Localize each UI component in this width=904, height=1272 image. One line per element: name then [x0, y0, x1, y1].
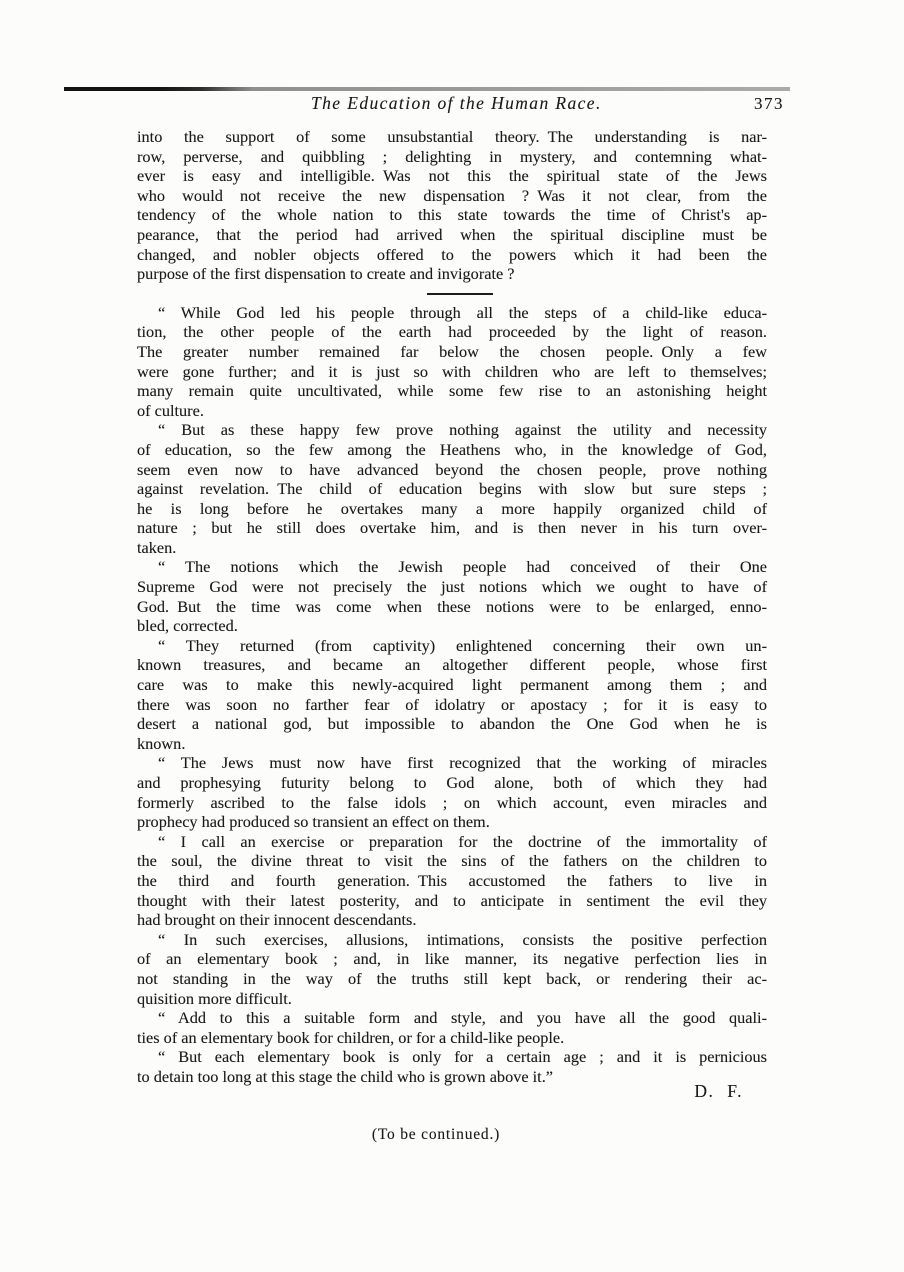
text-line: known treasures, and became an altogether different people, whose first — [137, 655, 767, 675]
text-line: care was to make this newly-acquired light permanent among them ; and — [137, 675, 767, 695]
text-line: of an elementary book ; and, in like manner, its negative perfection lies in — [137, 949, 767, 969]
paragraph — [137, 303, 767, 421]
paragraph — [137, 557, 767, 635]
text-line: desert a national god, but impossible to abandon the One God when he is — [137, 714, 767, 734]
text-line: the soul, the divine threat to visit the sins of the fathers on the children to — [137, 851, 767, 871]
text-line: prophecy had produced so transient an effect on them. — [137, 812, 490, 832]
continuation-note: (To be continued.) — [371, 1126, 501, 1143]
text-line: The greater number remained far below the chosen people. Only a few — [137, 341, 767, 361]
text-line: many remain quite uncultivated, while some few rise to an astonishing height — [137, 381, 767, 401]
body-text — [137, 127, 767, 1087]
text-line: “ I call an exercise or preparation for the doctrine of the immortality of — [158, 831, 767, 851]
text-line: formerly ascribed to the false idols ; on which account, even miracles and — [137, 792, 767, 812]
paragraph — [137, 930, 767, 1008]
text-line: tendency of the whole nation to this state towards the time of Christ's ap- — [137, 205, 767, 225]
paragraph — [137, 127, 767, 284]
text-line: quisition more difficult. — [137, 988, 292, 1008]
text-line: “ The Jews must now have first recognized that the working of miracles — [158, 753, 767, 773]
text-line: he is long before he overtakes many a more happily organized child of — [137, 498, 767, 518]
text-line: there was soon no farther fear of idolatry or apostacy ; for it is easy to — [137, 694, 767, 714]
text-line: nature ; but he still does overtake him, and is then never in his turn over- — [137, 518, 767, 538]
text-line: of education, so the few among the Heathens who, in the knowledge of God, — [137, 439, 767, 459]
text-line: against revelation. The child of education begins with slow but sure steps ; — [137, 479, 767, 499]
text-line: “ Add to this a suitable form and style, and you have all the good quali- — [158, 1008, 767, 1028]
paragraph — [137, 1008, 767, 1047]
text-line: bled, corrected. — [137, 616, 238, 636]
header-rule — [64, 87, 790, 91]
text-line: “ In such exercises, allusions, intimations, consists the positive perfection — [158, 929, 767, 949]
page-header — [137, 93, 784, 119]
text-line: Supreme God were not precisely the just notions which we ought to have of — [137, 577, 767, 597]
text-line: “ They returned (from captivity) enlightened concerning their own un- — [158, 635, 767, 655]
text-line: ties of an elementary book for children, or for a child-like people. — [137, 1027, 565, 1047]
text-line: known. — [137, 733, 186, 753]
text-line: and prophesying futurity belong to God alone, both of which they had — [137, 773, 767, 792]
text-line: purpose of the first dispensation to create and invigorate ? — [137, 264, 515, 284]
text-line: changed, and nobler objects offered to the powers which it had been the — [137, 244, 767, 264]
text-line: tion, the other people of the earth had proceeded by the light of reason. — [137, 322, 767, 342]
text-line: “ The notions which the Jewish people had conceived of their One — [158, 557, 767, 577]
text-line: the third and fourth generation. This accustomed the fathers to live in — [137, 870, 767, 890]
text-line: God. But the time was come when these notions were to be enlarged, enno- — [137, 596, 767, 616]
text-line: ever is easy and intelligible. Was not this the spiritual state of the Jews — [137, 166, 767, 186]
text-line: row, perverse, and quibbling ; delighting in mystery, and contemning what- — [137, 146, 767, 166]
text-line: who would not receive the new dispensation ? Was it not clear, from the — [137, 185, 767, 205]
section-divider — [427, 293, 493, 295]
signature: D. F. — [694, 1081, 743, 1101]
paragraph — [137, 832, 767, 930]
text-line: “ While God led his people through all the steps of a child-like educa- — [158, 302, 767, 322]
text-line: to detain too long at this stage the child who is grown above it.” — [137, 1066, 553, 1086]
text-line: of culture. — [137, 400, 204, 420]
text-line: had brought on their innocent descendants. — [137, 910, 417, 930]
text-line: were gone further; and it is just so with children who are left to themselves; — [137, 361, 767, 381]
text-line: into the support of some unsubstantial theory. The understanding is nar- — [137, 127, 767, 146]
text-line: thought with their latest posterity, and to anticipate in sentiment the evil they — [137, 890, 767, 910]
text-line: not standing in the way of the truths still kept back, or rendering their ac- — [137, 968, 767, 988]
text-line: “ But each elementary book is only for a certain age ; and it is pernicious — [158, 1047, 767, 1067]
text-line: pearance, that the period had arrived when the spiritual discipline must be — [137, 224, 767, 244]
page-number: 373 — [754, 94, 784, 113]
paragraph — [137, 636, 767, 754]
paragraph — [137, 420, 767, 557]
text-line: taken. — [137, 537, 177, 557]
paragraph — [137, 753, 767, 831]
running-title: The Education of the Human Race. — [311, 93, 602, 113]
text-line: seem even now to have advanced beyond the chosen people, prove nothing — [137, 459, 767, 479]
text-line: “ But as these happy few prove nothing against the utility and necessity — [158, 420, 767, 440]
